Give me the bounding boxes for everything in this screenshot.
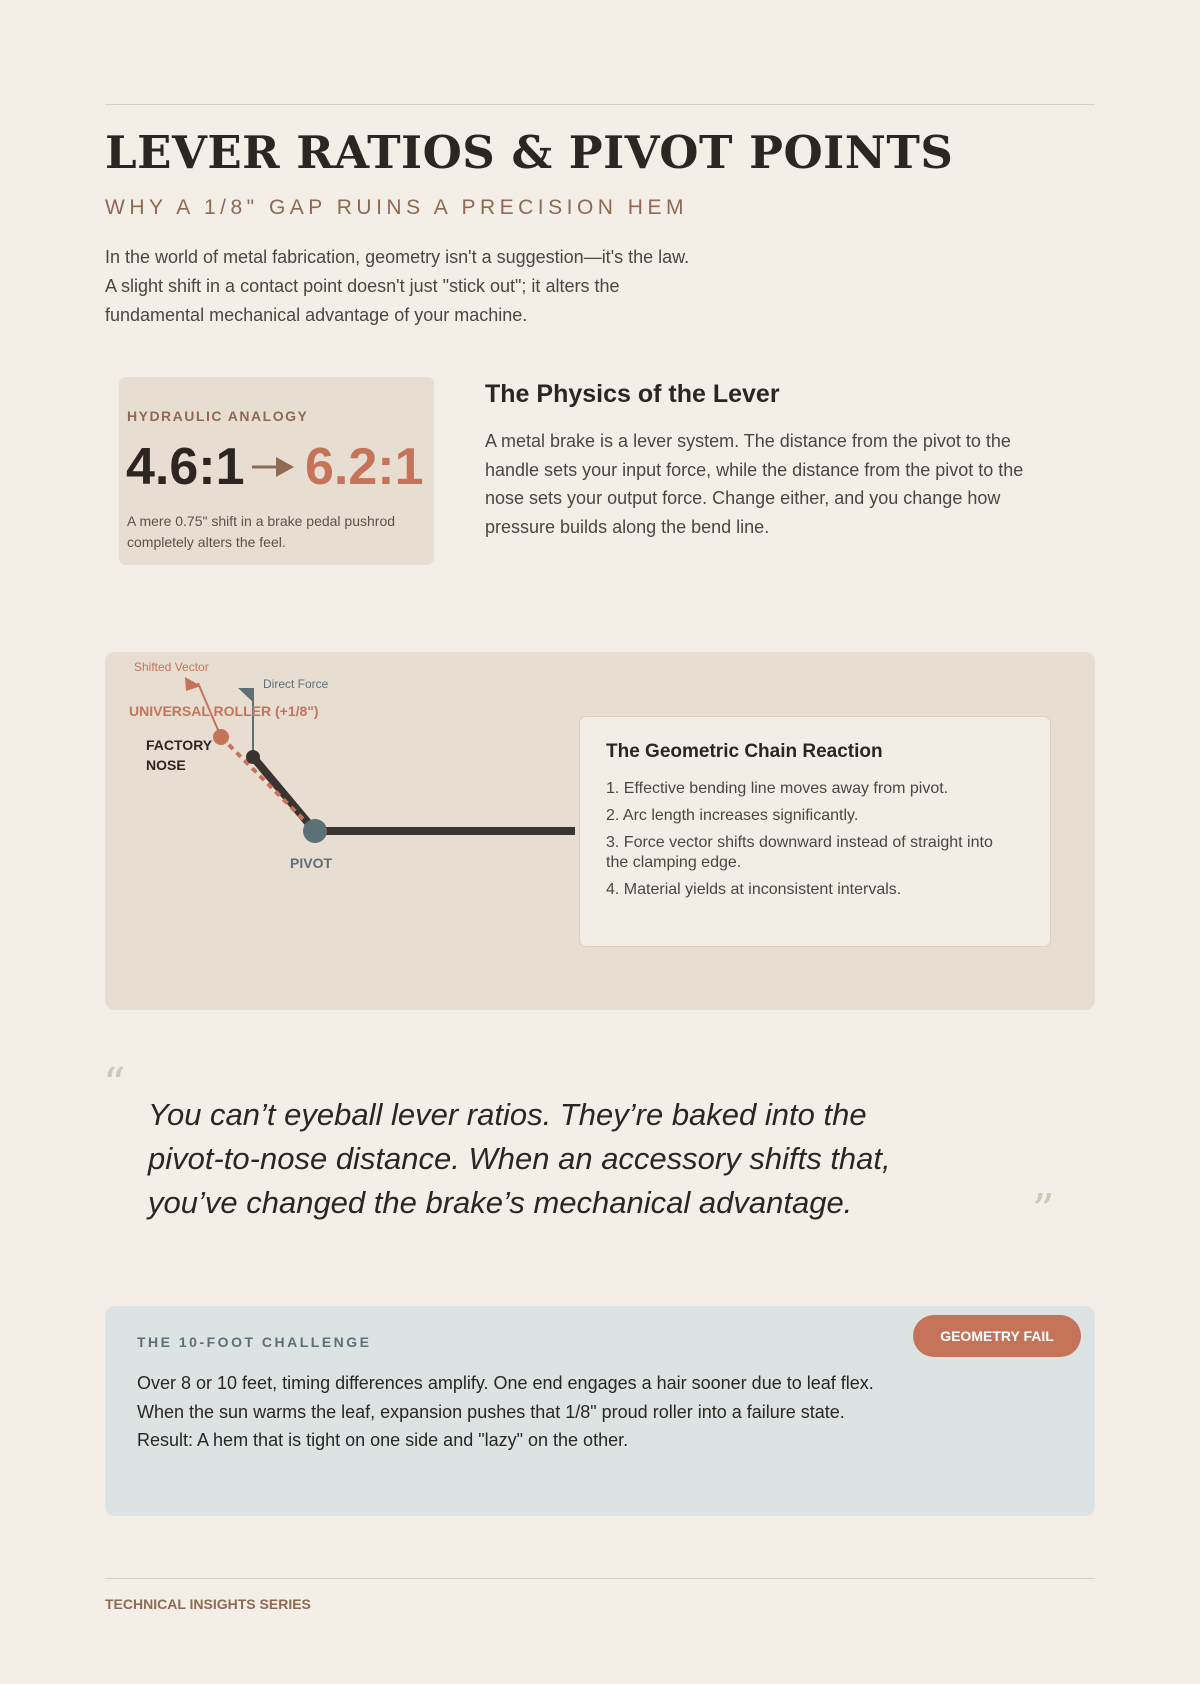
challenge-body <box>137 1369 1037 1455</box>
chain-reaction-title: The Geometric Chain Reaction <box>606 741 883 762</box>
list-item: 4. Material yields at inconsistent intervals. <box>606 881 902 898</box>
shifted-ratio: 6.2:1 <box>305 438 424 496</box>
challenge-line: Result: A hem that is tight on one side and "lazy" on the other. <box>137 1430 629 1450</box>
intro-line: A slight shift in a contact point doesn't just "stick out"; it alters the <box>105 276 620 296</box>
list-item: 3. Force vector shifts downward instead of straight into the clamping edge. <box>606 834 993 871</box>
quote-open-icon: “ <box>103 1059 126 1110</box>
footer-series-label: TECHNICAL INSIGHTS SERIES <box>105 1596 311 1612</box>
challenge-line: Over 8 or 10 feet, timing differences amplify. One end engages a hair sooner due to leaf flex. <box>137 1373 874 1393</box>
list-item: 1. Effective bending line moves away from pivot. <box>606 780 949 797</box>
challenge-line: When the sun warms the leaf, expansion pushes that 1/8" proud roller into a failure state. <box>137 1401 845 1422</box>
chain-reaction-list <box>606 779 996 907</box>
physics-body: A metal brake is a lever system. The distance from the pivot to the handle sets your input force, while the distance from the pivot to the nose sets your output force. Change either, and you change how pressure builds along the bend line. <box>485 431 1024 537</box>
pivot-label: PIVOT <box>290 855 333 871</box>
direct-force-label: Direct Force <box>263 677 329 691</box>
status-badge: GEOMETRY FAIL <box>913 1315 1081 1357</box>
factory-ratio: 4.6:1 <box>126 438 245 496</box>
lever-diagram-panel <box>105 652 1095 1010</box>
pivot-icon <box>303 819 327 843</box>
hydraulic-analogy-card <box>119 377 434 565</box>
ratio-card-note: A mere 0.75" shift in a brake pedal pushrod completely alters the feel. <box>127 513 396 550</box>
page-title: LEVER RATIOS & PIVOT POINTS <box>105 126 954 179</box>
ratio-card-label: HYDRAULIC ANALOGY <box>127 408 309 424</box>
shifted-vector-label: Shifted Vector <box>134 660 209 674</box>
chain-reaction-card <box>579 716 1051 947</box>
intro-line: In the world of metal fabrication, geometry isn't a suggestion—it's the law. <box>105 247 690 267</box>
pull-quote: You can’t eyeball lever ratios. They’re baked into the pivot-to-nose distance. When an accessory shifts that, you’ve changed the brake’s mechanical advantage. <box>148 1097 891 1220</box>
list-item: 2. Arc length increases significantly. <box>606 807 859 824</box>
factory-nose-point <box>246 750 260 764</box>
factory-nose-arm <box>253 757 315 831</box>
intro-line: fundamental mechanical advantage of your machine. <box>105 305 528 325</box>
intro-paragraph <box>105 243 785 330</box>
factory-nose-label: FACTORY NOSE <box>146 737 212 773</box>
quote-close-icon: ” <box>1032 1185 1055 1236</box>
universal-roller-label: UNIVERSAL ROLLER (+1/8") <box>129 703 319 719</box>
lever-diagram <box>105 652 575 912</box>
top-divider <box>105 104 1095 105</box>
ten-foot-challenge-panel <box>105 1306 1095 1516</box>
challenge-label: THE 10-FOOT CHALLENGE <box>137 1334 372 1350</box>
bottom-divider <box>105 1578 1095 1579</box>
page-subtitle: WHY A 1/8" GAP RUINS A PRECISION HEM <box>105 196 688 219</box>
physics-heading: The Physics of the Lever <box>485 380 780 408</box>
arrow-right-icon <box>250 454 296 485</box>
direct-force-flag-icon <box>238 688 253 702</box>
